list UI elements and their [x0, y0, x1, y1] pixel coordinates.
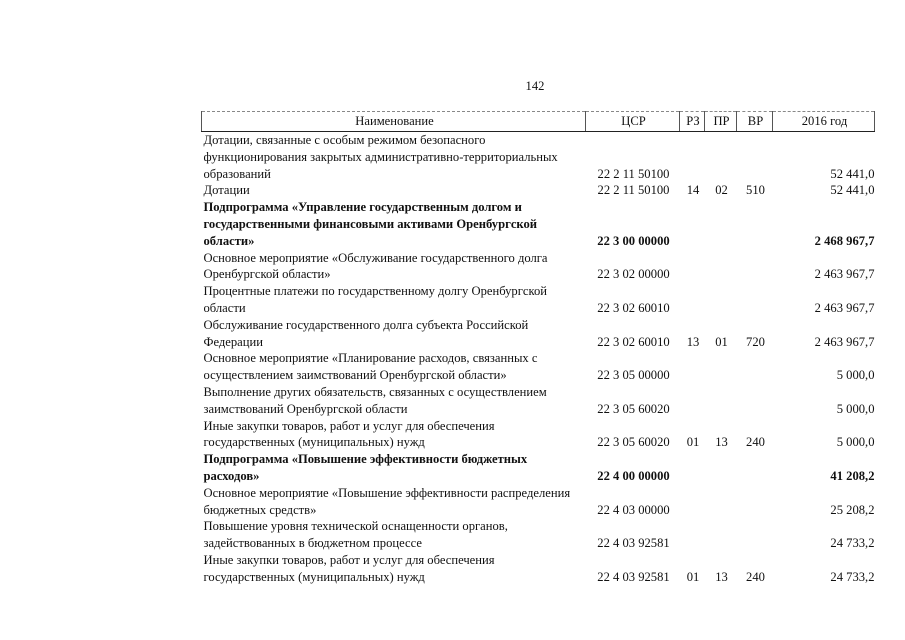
header-vr: ВР: [737, 112, 773, 132]
row-amount-cell: 2 463 967,7: [814, 267, 875, 282]
row-vr-cell: [737, 384, 773, 418]
row-name-cell: Основное мероприятие «Обслуживание государственного долга Оренбургской области»: [203, 250, 548, 282]
row-pr-cell: [705, 518, 737, 552]
table-row: [202, 283, 875, 317]
row-rz-cell: [680, 283, 705, 317]
row-rz-cell: [680, 199, 705, 249]
row-csr-cell: 22 3 02 00000: [597, 267, 670, 282]
row-csr-cell: 22 4 03 00000: [597, 502, 670, 517]
row-pr-cell: [705, 451, 737, 485]
row-pr-cell: [705, 384, 737, 418]
row-name-cell: Иные закупки товаров, работ и услуг для обеспечения государственных (муниципальных) нужд: [203, 418, 495, 450]
row-csr-cell: 22 4 03 92581: [597, 569, 670, 584]
header-amount: 2016 год: [773, 112, 875, 132]
table-row: [202, 418, 875, 452]
row-pr-cell: 02: [715, 183, 728, 198]
row-vr-cell: [737, 485, 773, 519]
row-amount-cell: 2 463 967,7: [814, 300, 875, 315]
table-row: [202, 350, 875, 384]
table-row: [202, 451, 875, 485]
row-vr-cell: 720: [746, 334, 765, 349]
row-name-cell: Повышение уровня технической оснащенности органов, задействованных в бюджетном процессе: [203, 519, 508, 551]
row-pr-cell: [705, 199, 737, 249]
row-amount-cell: 5 000,0: [836, 401, 875, 416]
row-vr-cell: 240: [746, 569, 765, 584]
row-pr-cell: [705, 250, 737, 284]
header-csr: ЦСР: [586, 112, 680, 132]
row-rz-cell: [680, 350, 705, 384]
row-vr-cell: [737, 451, 773, 485]
row-csr-cell: 22 2 11 50100: [597, 166, 670, 181]
table-body: [202, 132, 875, 586]
row-rz-cell: 14: [686, 183, 700, 198]
row-name-cell: Основное мероприятие «Повышение эффективности распределения бюджетных средств»: [203, 485, 571, 517]
row-csr-cell: 22 3 02 60010: [597, 300, 670, 315]
row-name-cell: Иные закупки товаров, работ и услуг для обеспечения государственных (муниципальных) нужд: [203, 552, 495, 584]
budget-table: [201, 111, 875, 586]
row-amount-cell: 5 000,0: [836, 435, 875, 450]
row-rz-cell: [680, 250, 705, 284]
row-csr-cell: 22 4 00 00000: [597, 468, 670, 483]
row-csr-cell: 22 3 05 60020: [597, 401, 670, 416]
table-row: [202, 552, 875, 586]
table-row: [202, 317, 875, 351]
row-csr-cell: 22 4 03 92581: [597, 536, 670, 551]
row-csr-cell: 22 2 11 50100: [597, 183, 670, 198]
row-amount-cell: 2 463 967,7: [814, 334, 875, 349]
row-pr-cell: 13: [715, 569, 728, 584]
row-vr-cell: [737, 350, 773, 384]
row-name-cell: Процентные платежи по государственному долгу Оренбургской области: [203, 284, 547, 315]
table-header-row: [202, 112, 875, 132]
page-number: 142: [525, 79, 545, 93]
row-pr-cell: 13: [715, 435, 728, 450]
row-pr-cell: [705, 485, 737, 519]
row-amount-cell: 2 468 967,7: [814, 233, 875, 248]
row-vr-cell: 240: [746, 435, 765, 450]
row-name-cell: Выполнение других обязательств, связанных с осуществлением заимствований Оренбургской области: [203, 384, 547, 416]
row-rz-cell: 01: [686, 569, 700, 584]
row-csr-cell: 22 3 05 00000: [597, 368, 670, 383]
header-name: Наименование: [202, 112, 586, 132]
row-csr-cell: 22 3 00 00000: [597, 233, 670, 248]
row-name-cell: Дотации, связанные с особым режимом безопасного функционирования закрытых административно-территориальных образований: [203, 133, 558, 181]
row-pr-cell: [705, 132, 737, 183]
table-row: [202, 250, 875, 284]
row-amount-cell: 25 208,2: [830, 502, 875, 517]
row-rz-cell: [680, 132, 705, 183]
row-rz-cell: 13: [686, 334, 700, 349]
row-pr-cell: [705, 350, 737, 384]
row-rz-cell: [680, 451, 705, 485]
row-csr-cell: 22 3 05 60020: [597, 435, 670, 450]
table-row: [202, 132, 875, 183]
table-row: [202, 518, 875, 552]
header-rz: РЗ: [680, 112, 705, 132]
table-row: [202, 485, 875, 519]
row-vr-cell: [737, 250, 773, 284]
row-vr-cell: [737, 132, 773, 183]
row-vr-cell: [737, 283, 773, 317]
row-name-cell: Дотации: [203, 183, 250, 198]
row-amount-cell: 5 000,0: [836, 368, 875, 383]
row-vr-cell: [737, 199, 773, 249]
row-pr-cell: 01: [715, 334, 728, 349]
row-rz-cell: [680, 485, 705, 519]
row-pr-cell: [705, 283, 737, 317]
row-amount-cell: 52 441,0: [830, 183, 875, 198]
row-rz-cell: [680, 518, 705, 552]
row-amount-cell: 24 733,2: [830, 569, 875, 584]
row-amount-cell: 41 208,2: [830, 468, 875, 483]
row-name-cell: Подпрограмма «Управление государственным долгом и государственными финансовыми активами Оренбургской области»: [203, 200, 538, 248]
table-row: [202, 182, 875, 199]
table-row: [202, 199, 875, 249]
row-name-cell: Обслуживание государственного долга субъекта Российской Федерации: [203, 317, 529, 349]
row-amount-cell: 24 733,2: [830, 536, 875, 551]
header-pr: ПР: [705, 112, 737, 132]
row-rz-cell: [680, 384, 705, 418]
table-row: [202, 384, 875, 418]
row-name-cell: Основное мероприятие «Планирование расходов, связанных с осуществлением заимствований Оренбургской области»: [203, 351, 538, 383]
row-rz-cell: 01: [686, 435, 700, 450]
row-csr-cell: 22 3 02 60010: [597, 334, 670, 349]
row-vr-cell: 510: [746, 183, 765, 198]
row-vr-cell: [737, 518, 773, 552]
row-name-cell: Подпрограмма «Повышение эффективности бюджетных расходов»: [203, 452, 528, 483]
row-amount-cell: 52 441,0: [830, 166, 875, 181]
